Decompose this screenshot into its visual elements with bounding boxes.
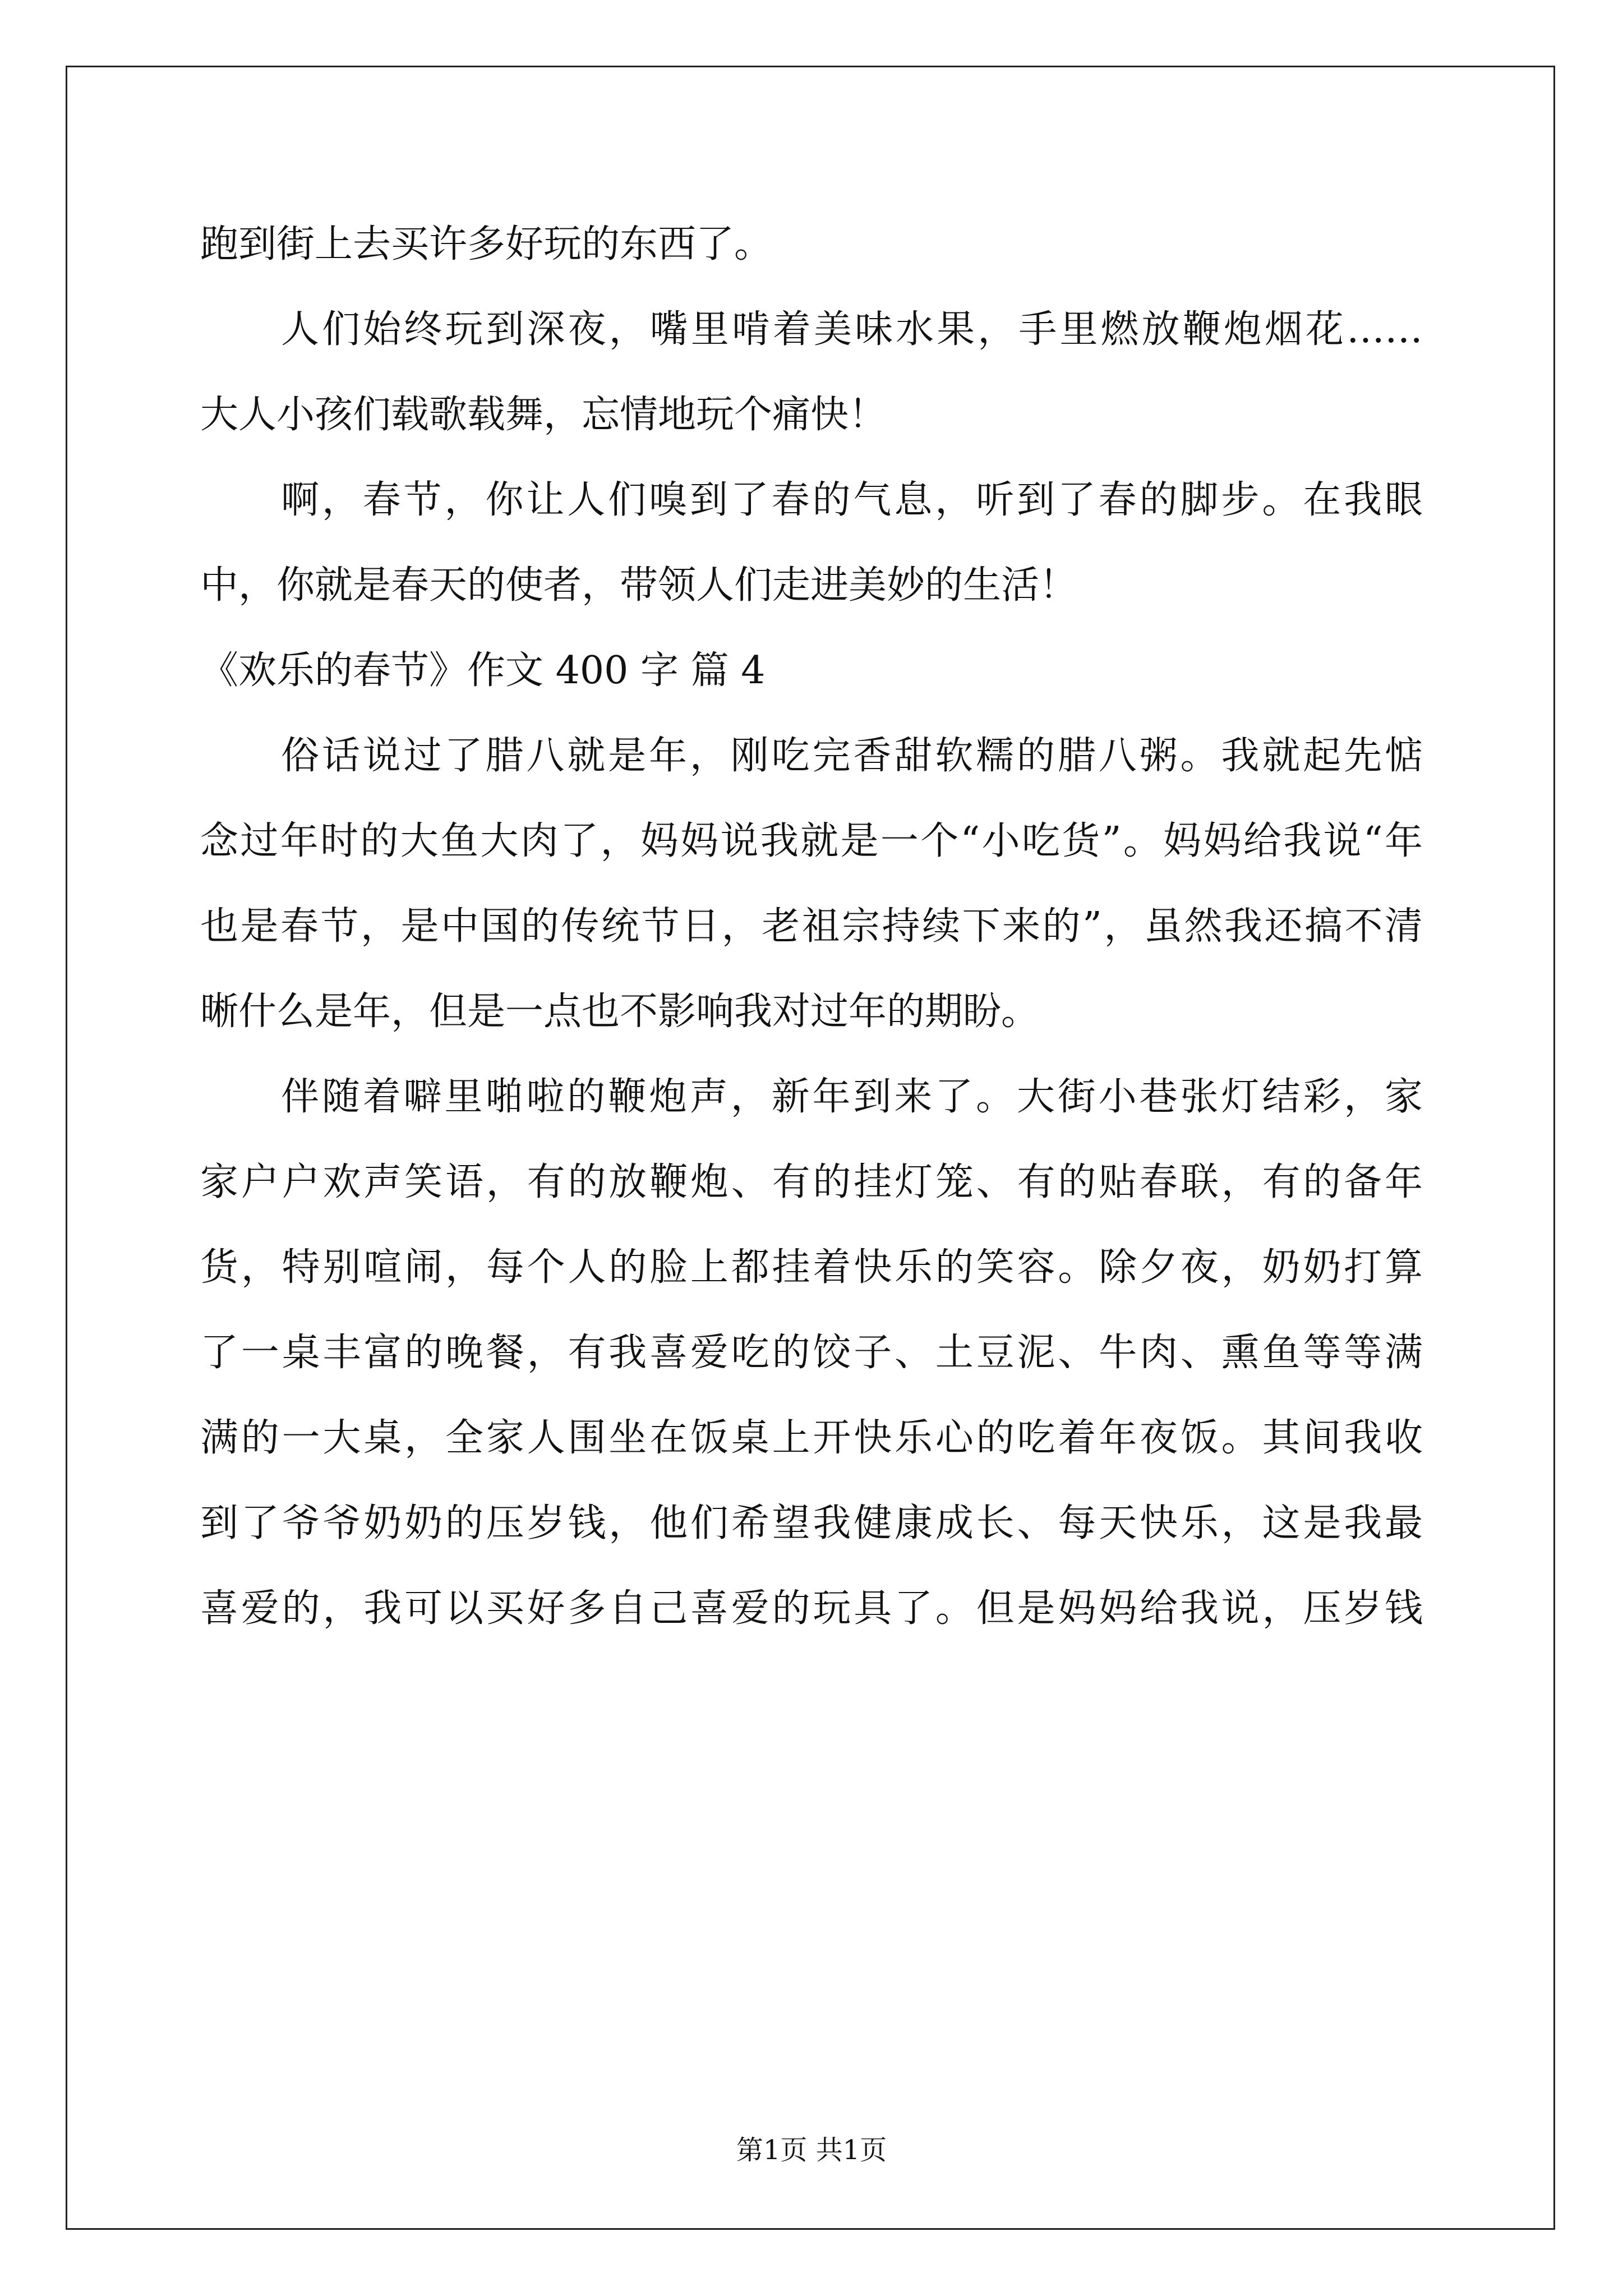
text-line: 家户户欢声笑语，有的放鞭炮、有的挂灯笼、有的贴春联，有的备年 [200, 1160, 1423, 1204]
text-line: 喜爱的，我可以买好多自己喜爱的玩具了。但是妈妈给我说，压岁钱 [200, 1586, 1423, 1631]
text-line: 中，你就是春天的使者，带领人们走进美妙的生活！ [200, 563, 1078, 608]
text-line: 啊，春节，你让人们嗅到了春的气息，听到了春的脚步。在我眼 [281, 478, 1423, 522]
text-line: 货，特别喧闹，每个人的脸上都挂着快乐的笑容。除夕夜，奶奶打算 [200, 1245, 1423, 1290]
text-line: 人们始终玩到深夜，嘴里啃着美味水果，手里燃放鞭炮烟花…… [281, 307, 1423, 352]
section-heading: 《欢乐的春节》作文 400 字 篇 4 [200, 648, 766, 693]
text-line: 晰什么是年，但是一点也不影响我对过年的期盼。 [200, 990, 1040, 1034]
text-line: 伴随着噼里啪啦的鞭炮声，新年到来了。大街小巷张灯结彩，家 [281, 1075, 1423, 1119]
text-line: 念过年时的大鱼大肉了，妈妈说我就是一个“小吃货”。妈妈给我说“年 [200, 819, 1423, 863]
text-line: 跑到街上去买许多好玩的东西了。 [200, 222, 773, 266]
text-line: 大人小孩们载歌载舞，忘情地玩个痛快！ [200, 393, 887, 437]
text-line: 了一桌丰富的晚餐，有我喜爱吃的饺子、土豆泥、牛肉、熏鱼等等满 [200, 1331, 1423, 1375]
text-line: 满的一大桌，全家人围坐在饭桌上开快乐心的吃着年夜饭。其间我收 [200, 1416, 1423, 1460]
page-footer: 第1页 共1页 [736, 2134, 887, 2166]
text-line: 到了爷爷奶奶的压岁钱，他们希望我健康成长、每天快乐，这是我最 [200, 1501, 1423, 1545]
text-line: 也是春节，是中国的传统节日，老祖宗持续下来的”，虽然我还搞不清 [200, 904, 1423, 949]
text-line: 俗话说过了腊八就是年，刚吃完香甜软糯的腊八粥。我就起先惦 [281, 734, 1423, 778]
